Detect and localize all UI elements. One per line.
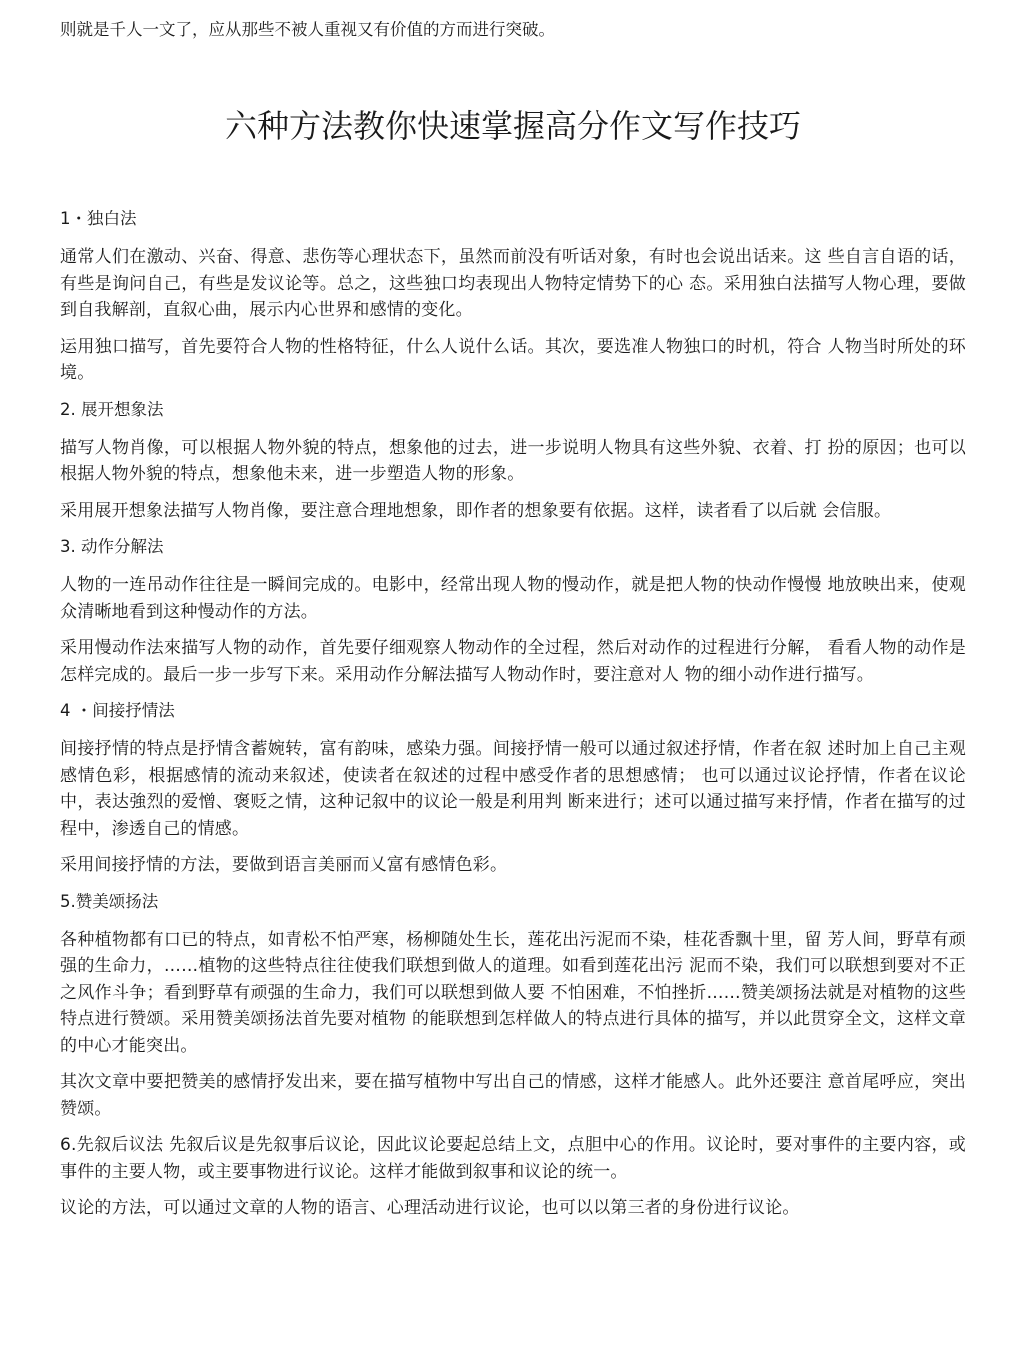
continued-text-line: 则就是千人一文了，应从那些不被人重视又有价值的方而进行突破。 [60,20,555,39]
section-paragraph: 通常人们在激动、兴奋、得意、悲伤等心理状态下，虽然而前没有听话对象，有时也会说出话来。这 些自言自语的话，有些是询问自己，有些是发议论等。总之，这些独口均表现出人物特定情势下的心 态。采用独白法描写人物心理，要做到自我解剖，直叙心曲，展示内心世界和感情的变化。 [60,247,966,320]
section-paragraph: 议论的方法，可以通过文章的人物的语言、心理活动进行议论，也可以以第三者的身份进行议论。 [60,1198,800,1218]
section-paragraph: 采用展开想象法描写人物肖像，要注意合理地想象，即作者的想象要有依据。这样，读者看了以后就 会信服。 [60,500,892,521]
section-paragraph: 描写人物肖像，可以根据人物外貌的特点，想象他的过去，进一步说明人物具有这些外貌、衣着、打 扮的原因；也可以根据人物外貌的特点，想象他未来，进一步塑造人物的形象。 [60,437,966,484]
section-paragraph: 采用慢动作法來描写人物的动作，首先要仔细观察人物动作的全过程，然后对动作的过程进行分解， 看看人物的动作是怎样完成的。最后一步一步写下来。采用动作分解法描写人物动作时，要注意对人 物的细小动作进行描写。 [60,638,966,685]
section-heading: 5.赞美颂扬法 [60,891,159,911]
section-heading: 3. 动作分解法 [60,537,164,556]
section-monologue [60,206,966,387]
document-title: 六种方法教你快速掌握高分作文写作技巧 [224,107,801,145]
section-imagination [60,397,966,525]
section-paragraph: 各种植物都有口已的特点，如青松不怕严寒，杨柳随处生长，莲花出污泥而不染，桂花香飘十里，留 芳人间，野草有顽强的生命力，……植物的这些特点往往使我们联想到做人的道理。如看到莲花出污 泥而不染，我们可以联想到要对不正之风作斗争；看到野草有顽强的生命力，我们可以联想到做人要 不怕困难，不怕挫折……赞美颂扬法就是对植物的这些特点进行赞颂。采用赞美颂扬法首先要对植物 的能联想到怎样做人的特点进行具体的描写，并以此贯穿全文，这样文章的中心才能突出。 [60,929,966,1056]
section-heading: 1・独白法 [60,209,137,228]
section-heading: 2. 展开想象法 [60,399,164,419]
section-paragraph: 其次文章中要把赞美的感情抒发出来，要在描写植物中写出自己的情感，这样才能感人。此外还要注 意首尾呼应，突出赞颂。 [60,1072,966,1119]
section-narrate-then-discuss [60,1132,966,1222]
section-paragraph: 人物的一连吊动作往往是一瞬间完成的。电影中，经常出现人物的慢动作，就是把人物的快动作慢慢 地放映出来，使观众清晰地看到这种慢动作的方法。 [60,575,966,622]
section-paragraph: 间接抒情的特点是抒情含蓄婉转，富有韵味，感染力强。间接抒情一般可以通过叙述抒情，作者在叙 述时加上自己主观感情色彩，根据感情的流动来叙述，使读者在叙述的过程中感受作者的思想感情； 也可以通过议论抒情，作者在议论中，表达強烈的爱憎、褒贬之情，这种记叙中的议论一般是利用判 断来进行；述可以通过描写来抒情，作者在描写的过程中，渗透自己的情感。 [60,739,966,839]
section-action-breakdown [60,534,966,688]
section-paragraph: 采用间接抒情的方法，要做到语言美丽而乂富有感情色彩。 [60,855,508,875]
section-indirect-lyric [60,698,966,879]
section-paragraph: 6.先叙后议法 先叙后议是先叙事后议论，因此议论要起总结上文，点胆中心的作用。议论时，要对事件的主要内容，或事件的主要人物，或主要事物进行议论。这样才能做到叙事和议论的统一。 [60,1135,966,1182]
section-heading: 4 ・间接抒情法 [60,701,175,720]
document-body [60,206,966,1232]
section-praise [60,889,966,1123]
section-paragraph: 运用独口描写，首先要符合人物的性格特征，什么人说什么话。其次，要选准人物独口的时机，符合 人物当时所处的环境。 [60,336,966,383]
